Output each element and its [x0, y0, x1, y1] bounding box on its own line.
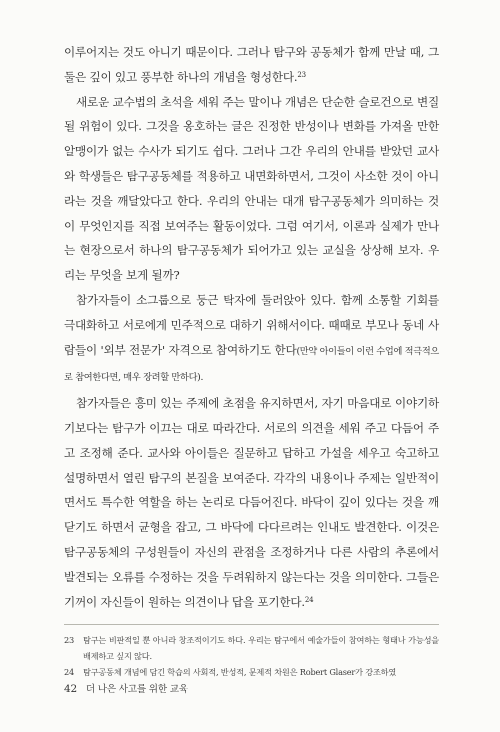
paragraph-3-parenthetical: (만약 아이들이 이런 수업에 적극적으로 참여한다면, 매우 장려할 만하다).: [64, 345, 439, 384]
footnote-ref-23[interactable]: 23: [297, 70, 306, 79]
footnote-number: 23: [64, 635, 75, 646]
paragraph-4-text: 참가자들은 흥미 있는 주제에 초점을 유지하면서, 자기 마음대로 이야기하기보다는 탐구가 이끄는 대로 따라간다. 서로의 의견을 세워 주고 다듬어 주고 조정해 준다. 교사와 아이들은 질문하고 답하고 가설을 세우고 숙고하고 설명하면서 열린 탐구의 본질을 보여준다. 각각의 내용이나 주제는 일반적이면서도 특수한 역할을 하는 논리로 다듬어진다. 바닥이 깊이 있다는 것을 깨닫기도 하면서 균형을 잡고, 그 바닥에 다다르려는 인내도 발견한다. 이것은 탐구공동체의 구성원들이 자신의 관점을 조정하거나 다른 사람의 추론에서 발견되는 오류를 수정하는 것을 두려워하지 않는다는 것을 의미한다. 그들은 기꺼이 자신들이 원하는 의견이나 답을 포기한다.: [64, 396, 439, 609]
footnote-text: 탐구는 비판적일 뿐 아니라 창조적이기도 하다. 우리는 탐구에서 예술가들이 참여하는 형태나 가능성을 배제하고 싶지 않다.: [83, 635, 439, 661]
footnote-text: 탐구공동체 개념에 담긴 학습의 사회적, 반성적, 문제적 차원은 Robert Glaser가 강조하였: [83, 667, 397, 678]
footnote-ref-24[interactable]: 24: [304, 595, 314, 604]
paragraph-1-text: 이루어지는 것도 아니기 때문이다. 그러나 탐구와 공동체가 함께 만날 때, 그 둘은 깊이 있고 풍부한 하나의 개념을 형성한다.: [64, 45, 439, 84]
paragraph-2: 새로운 교수법의 초석을 세워 주는 말이나 개념은 단순한 슬로건으로 변질될 위험이 있다. 그것을 옹호하는 글은 진정한 반성이나 변화를 가져올 만한 알맹이가 없는 수사가 되기도 쉽다. 그러나 그간 우리의 안내를 받았던 교사와 학생들은 탐구공동체를 적용하고 내면화하면서, 그것이 사소한 것이 아니라는 것을 깨달았다고 한다. 우리의 안내는 대개 탐구공동체가 의미하는 것이 무엇인지를 직접 보여주는 활동이었다. 그럼 여기서, 이론과 실제가 만나는 현장으로서 하나의 탐구공동체가 되어가고 있는 교실을 상상해 보자. 우리는 무엇을 보게 될까?: [64, 94, 439, 283]
running-title: 더 나은 사고를 위한 교육: [85, 684, 188, 695]
body-text: [64, 40, 439, 614]
footnote-divider: [64, 624, 439, 625]
paragraph-3: [64, 288, 439, 391]
footnote-23: [64, 633, 439, 664]
footnote-number: 24: [64, 667, 75, 678]
paragraph-4: [64, 391, 439, 614]
page-content: [64, 40, 439, 681]
page-footer: [64, 681, 188, 695]
page-number: 42: [64, 683, 77, 695]
footnote-24: [64, 665, 439, 681]
paragraph-1: [64, 40, 439, 90]
footnotes: [64, 633, 439, 681]
paragraph-3-text: 참가자들이 소그룹으로 둥근 탁자에 둘러앉아 있다. 함께 소통할 기회를 극대화하고 서로에게 민주적으로 대하기 위해서이다. 때때로 부모나 동네 사람들이 '외부 전문가' 자격으로 참여하기도 한다: [64, 292, 439, 357]
